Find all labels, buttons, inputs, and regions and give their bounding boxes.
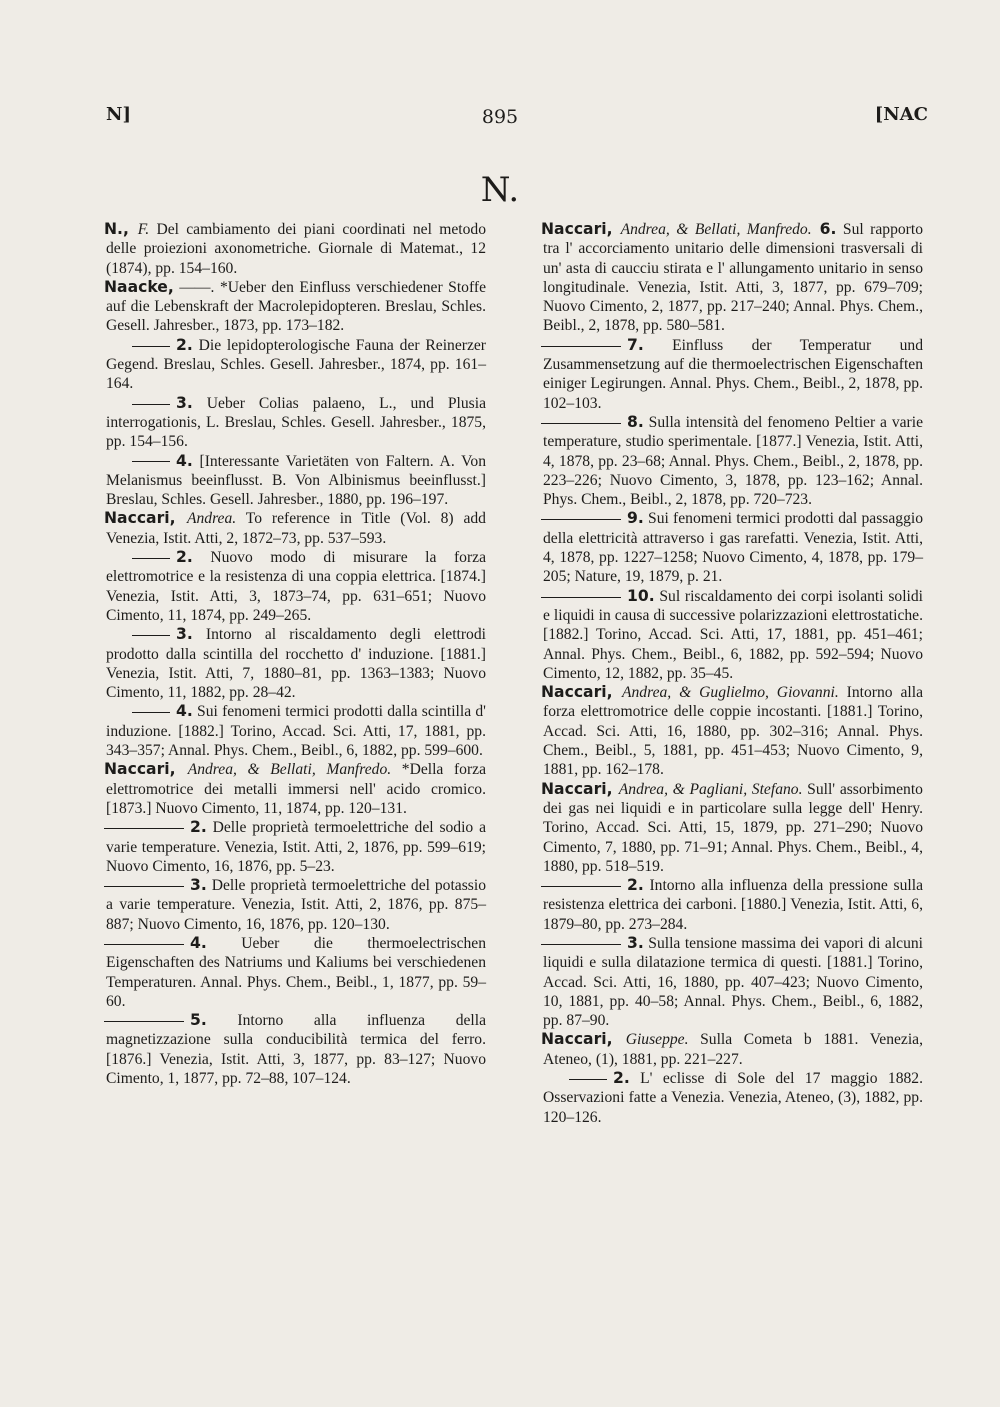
- bibliography-entry: [106, 1011, 486, 1088]
- bibliography-entry: [106, 452, 486, 510]
- entry-author: Naccari,: [541, 220, 621, 238]
- entry-number: 3.: [176, 625, 193, 644]
- entry-text: ——. *Ueber den Einfluss verschiedener Stoffe auf die Lebenskraft der Macrolepidopteren. Breslau, Schles. Gesell. Jahresber., 1873, pp. 173–182.: [106, 278, 486, 335]
- ditto-dash: [541, 423, 621, 424]
- bibliography-entry: [543, 876, 923, 934]
- ditto-dash: [569, 1079, 607, 1080]
- entry-author: Naccari,: [541, 779, 619, 798]
- entry-author-given-name: Andrea.: [186, 510, 237, 528]
- bibliography-entry: [543, 780, 923, 876]
- entry-text: Einfluss der Temperatur und Zusammensetzung auf die thermoelectrischen Eigenschaften einiger Legirungen. Annal. Phys. Chem., Beibl., 2, 1878, pp. 102–103.: [543, 336, 923, 412]
- page-number: 895: [481, 106, 519, 128]
- entry-text: Intorno al riscaldamento degli elettrodi prodotto dalla scintilla del rocchetto d' induzione. [1881.] Venezia, Istit. Atti, 7, 1880–81, pp. 1363–1383; Nuovo Cimento, 11, 1882, pp. 28–42.: [106, 626, 486, 702]
- bibliography-entry: [543, 1030, 923, 1069]
- ditto-dash: [132, 404, 170, 405]
- ditto-dash: [541, 886, 621, 887]
- entry-number: 3.: [627, 933, 644, 952]
- bibliography-entry: [106, 934, 486, 1011]
- entry-number: 3.: [190, 876, 207, 895]
- entry-number: 2.: [190, 818, 207, 837]
- bibliography-entry: [106, 548, 486, 625]
- ditto-dash: [132, 558, 170, 559]
- entry-number: 4.: [190, 933, 207, 952]
- bibliography-entry: [543, 220, 923, 336]
- entry-text: Sul riscaldamento dei corpi isolanti solidi e liquidi in causa di successive polarizzazioni elettrostatiche. [1882.] Torino, Accad. Sci. Atti, 17, 1881, pp. 451–461; Annal. Phys. Chem., Beibl., 6, 1882, pp. 592–594; Nuovo Cimento, 12, 1882, pp. 35–45.: [543, 587, 923, 682]
- bibliography-entry: [106, 876, 486, 934]
- entry-text: Sulla Cometa b 1881. Venezia, Ateneo, (1), 1881, pp. 221–227.: [543, 1031, 923, 1068]
- entry-number: 4.: [176, 451, 193, 470]
- bibliography-entry: [543, 934, 923, 1030]
- entry-number: 2.: [627, 876, 644, 895]
- entry-text: Sui fenomeni termici prodotti dal passaggio della elettricità attraverso i gas rarefatti. Venezia, Istit. Atti, 4, 1878, pp. 1227–1258; Nuovo Cimento, 4, 1878, pp. 179–205; Nature, 19, 1879, p. 21.: [543, 510, 923, 586]
- bibliography-entry: [543, 336, 923, 413]
- header-right-range: [NAC: [874, 104, 928, 125]
- entry-author-given-name: F.: [137, 221, 150, 238]
- entry-text: Sui fenomeni termici prodotti dalla scintilla d' induzione. [1882.] Torino, Accad. Sci. Atti, 17, 1881, pp. 343–357; Annal. Phys. Chem., Beibl., 6, 1882, pp. 599–600.: [106, 703, 486, 760]
- entry-number: 2.: [176, 335, 193, 354]
- right-column: [543, 220, 923, 1127]
- bibliography-entry: [106, 220, 486, 278]
- entry-author: Naacke,: [104, 277, 174, 296]
- bibliography-entry: [106, 394, 486, 452]
- entry-number: 2.: [613, 1069, 630, 1088]
- entry-text: Ueber die thermoelectrischen Eigenschaften des Natriums und Kaliums bei verschiedenen Temperaturen. Annal. Phys. Chem., Beibl., 1, 1877, pp. 59–60.: [106, 934, 486, 1010]
- entry-number: 4.: [176, 702, 193, 721]
- entry-text: Intorno alla influenza della pressione sulla resistenza elettrica dei carboni. [1880.] Venezia, Istit. Atti, 6, 1879–80, pp. 273–284.: [543, 877, 923, 933]
- bibliography-entry: [543, 1069, 923, 1127]
- section-letter: N.: [480, 170, 520, 210]
- ditto-dash: [104, 828, 184, 829]
- left-column: [106, 220, 486, 1088]
- entry-text: Sulla tensione massima dei vapori di alcuni liquidi e sulla dilatazione termica di questi. [1881.] Torino, Accad. Sci. Atti, 16, 1880, pp. 407–423; Nuovo Cimento, 10, 1881, pp. 40–58; Annal. Phys. Chem., Beibl., 6, 1882, pp. 87–90.: [543, 934, 923, 1030]
- ditto-dash: [132, 712, 170, 713]
- entry-author: Naccari,: [104, 760, 188, 779]
- entry-number: 3.: [176, 393, 193, 412]
- header-left-range: N]: [106, 104, 131, 125]
- entry-author-given-name: Andrea, & Pagliani, Stefano.: [618, 780, 803, 798]
- bibliography-entry: [106, 702, 486, 760]
- ditto-dash: [104, 1021, 184, 1022]
- running-header: [0, 104, 1000, 140]
- entry-author: Naccari,: [541, 683, 622, 702]
- entry-text: L' eclisse di Sole del 17 maggio 1882. Osservazioni fatte a Venezia. Venezia, Ateneo, (3), 1882, pp. 120–126.: [543, 1070, 923, 1126]
- ditto-dash: [132, 635, 170, 636]
- bibliography-entry: [543, 587, 923, 683]
- bibliography-entry: [106, 760, 486, 818]
- entry-number: 10.: [627, 586, 655, 605]
- entry-number: 7.: [627, 335, 644, 354]
- bibliography-entry: [106, 625, 486, 702]
- entry-author-given-name: Andrea, & Bellati, Manfredo.: [620, 221, 812, 238]
- ditto-dash: [104, 886, 184, 887]
- entry-text: Sulla intensità del fenomeno Peltier a varie temperature, studio sperimentale. [1877.] Venezia, Istit. Atti, 4, 1878, pp. 23–68; Annal. Phys. Chem., Beibl., 2, 1878, pp. 223–226; Nuovo Cimento, 3, 1878, pp. 123–162; Annal. Phys. Chem., Beibl., 2, 1878, pp. 720–723.: [543, 413, 923, 509]
- bibliography-entry: [106, 818, 486, 876]
- entry-author: Naccari,: [104, 509, 187, 528]
- bibliography-entry: [106, 509, 486, 548]
- entry-text: Intorno alla influenza della magnetizzazione sulla conducibilità termica del ferro. [1876.] Venezia, Istit. Atti, 3, 1877, pp. 83–127; Nuovo Cimento, 1, 1877, pp. 72–88, 107–124.: [106, 1012, 486, 1088]
- entry-author-given-name: Andrea, & Bellati, Manfredo.: [187, 761, 392, 779]
- entry-number: 2.: [176, 548, 193, 567]
- entry-text: Die lepidopterologische Fauna der Reinerzer Gegend. Breslau, Schles. Gesell. Jahresber., 1874, pp. 161–164.: [106, 336, 486, 393]
- bibliography-entry: [543, 683, 923, 779]
- ditto-dash: [541, 597, 621, 598]
- entry-author: N.,: [104, 220, 138, 238]
- entry-text: Sul rapporto tra l' accorciamento unitario delle dimensioni trasversali di un' asta di caucciu stirata e l' allungamento unitario in senso longitudinale. Venezia, Istit. Atti, 3, 1877, pp. 679–709; Nuovo Cimento, 2, 1877, pp. 217–240; Annal. Phys. Chem., Beibl., 2, 1878, pp. 580–581.: [543, 221, 923, 335]
- entry-text: To reference in Title (Vol. 8) add Venezia, Istit. Atti, 2, 1872–73, pp. 537–593.: [106, 510, 486, 547]
- ditto-dash: [541, 944, 621, 945]
- entry-text: *Della forza elettromotrice dei metalli immersi nell' acido cromico. [1873.] Nuovo Cimento, 11, 1874, pp. 120–131.: [106, 761, 486, 817]
- entry-number: 9.: [627, 509, 644, 528]
- entry-text: [Interessante Varietäten von Faltern. A. Von Melanismus beeinflusst. B. Von Albinismus beeinflusst.] Breslau, Schles. Gesell. Jahresber., 1880, pp. 196–197.: [106, 452, 486, 509]
- ditto-dash: [104, 944, 184, 945]
- bibliography-entry: [106, 278, 486, 336]
- entry-text: Del cambiamento dei piani coordinati nel metodo delle proiezioni axonometriche. Giornale di Matemat., 12 (1874), pp. 154–160.: [106, 221, 487, 277]
- entry-text: Sull' assorbimento dei gas nei liquidi e in particolare sulla legge dell' Henry. Torino, Accad. Sci. Atti, 15, 1879, pp. 271–290; Nuovo Cimento, 7, 1880, pp. 71–91; Annal. Phys. Chem., Beibl., 4, 1880, pp. 518–519.: [543, 780, 923, 875]
- ditto-dash: [541, 519, 621, 520]
- entry-text: Delle proprietà termoelettriche del sodio a varie temperature. Venezia, Istit. Atti, 2, 1876, pp. 599–619; Nuovo Cimento, 16, 1876, pp. 5–23.: [106, 819, 486, 875]
- bibliography-entry: [543, 509, 923, 586]
- entry-text: Delle proprietà termoelettriche del potassio a varie temperature. Venezia, Istit. Atti, 2, 1876, pp. 875–887; Nuovo Cimento, 16, 1876, pp. 120–130.: [106, 877, 486, 933]
- entry-author-given-name: Giuseppe.: [625, 1031, 689, 1049]
- ditto-dash: [132, 346, 170, 347]
- entry-number: 6.: [811, 220, 837, 238]
- entry-text: Intorno alla forza elettromotrice delle coppie incostanti. [1881.] Torino, Accad. Sci. Atti, 16, 1880, pp. 302–316; Annal. Phys. Chem., Beibl., 5, 1881, pp. 451–453; Nuovo Cimento, 9, 1881, pp. 162–178.: [543, 684, 923, 779]
- entry-text: Nuovo modo di misurare la forza elettromotrice e la resistenza di una coppia elettrica. [1874.] Venezia, Istit. Atti, 3, 1873–74, pp. 631–651; Nuovo Cimento, 11, 1874, pp. 249–265.: [106, 549, 486, 624]
- ditto-dash: [132, 461, 170, 462]
- bibliography-entry: [106, 336, 486, 394]
- entry-author: Naccari,: [541, 1030, 626, 1049]
- entry-author-given-name: Andrea, & Guglielmo, Giovanni.: [621, 684, 839, 702]
- entry-text: Ueber Colias palaeno, L., und Plusia interrogationis, L. Breslau, Schles. Gesell. Jahresber., 1875, pp. 154–156.: [106, 394, 486, 451]
- entry-number: 8.: [627, 412, 644, 431]
- entry-number: 5.: [190, 1011, 207, 1030]
- bibliography-entry: [543, 413, 923, 509]
- ditto-dash: [541, 346, 621, 347]
